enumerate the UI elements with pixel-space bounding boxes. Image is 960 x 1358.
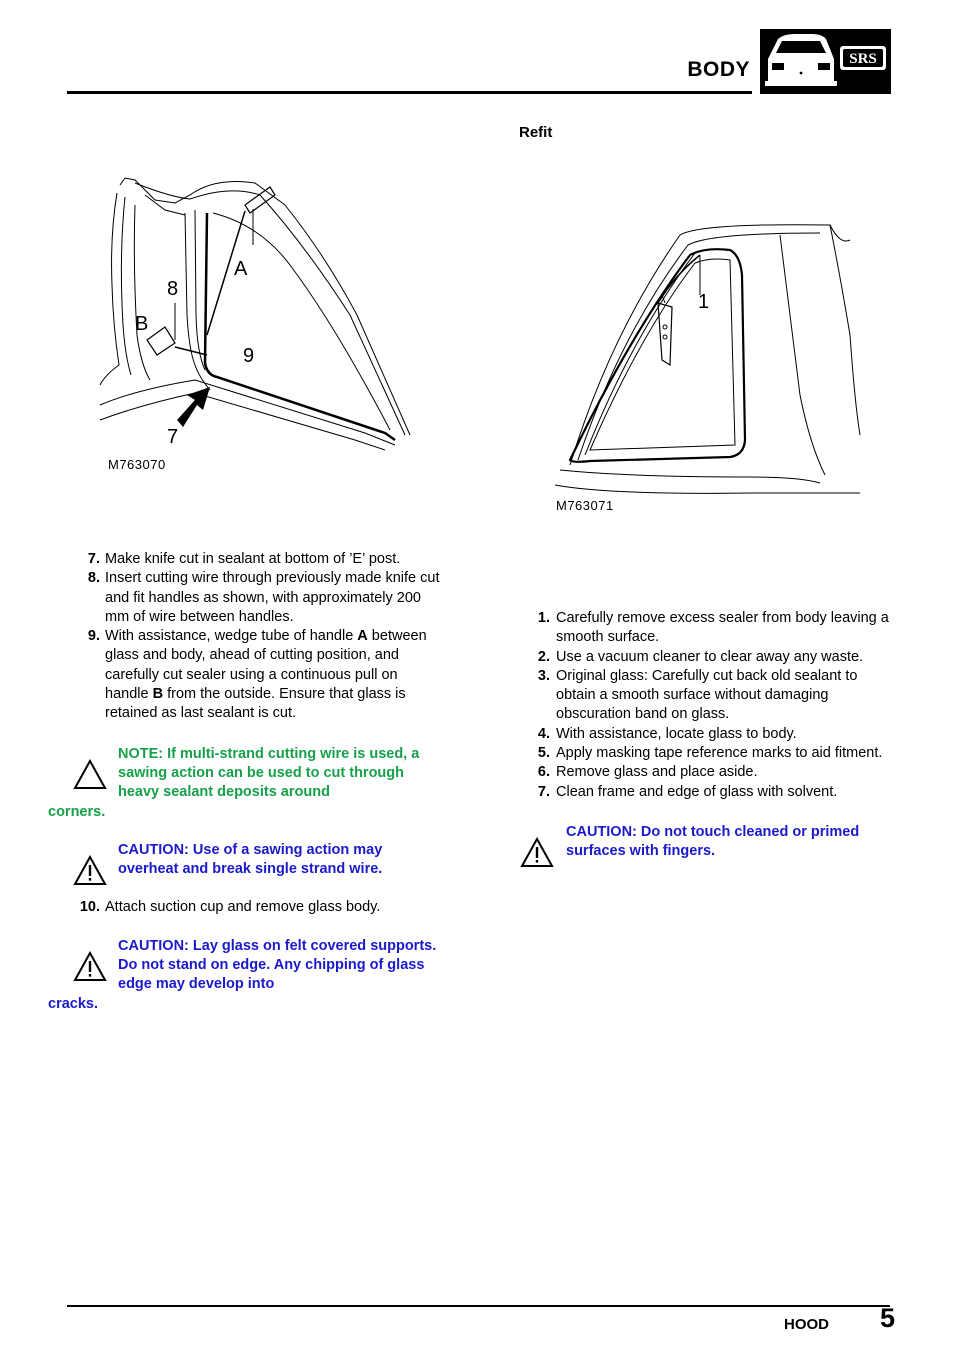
left-column xyxy=(48,550,440,1014)
callout-9: 9 xyxy=(243,345,255,367)
caution-felt-supports: CAUTION: Lay glass on felt covered supports. Do not stand on edge. Any chipping of glass edge may develop into cracks. xyxy=(48,937,437,1012)
right-column xyxy=(500,609,898,862)
step-10: 10. Attach suction cup and remove glass body. xyxy=(79,899,381,916)
car-front-icon xyxy=(760,29,891,94)
figure-right xyxy=(550,215,865,515)
step-7: 7. Make knife cut in sealant at bottom of ’E’ post. xyxy=(87,551,401,567)
glass-refit-illustration xyxy=(550,215,865,515)
callout-a: A xyxy=(234,258,248,280)
section-heading-refit: Refit xyxy=(519,124,553,141)
caution-warning-icon xyxy=(73,951,107,982)
srs-car-logo xyxy=(760,29,891,94)
caution-warning-icon xyxy=(73,855,107,886)
figure-left xyxy=(95,165,425,475)
caution-sawing-action: CAUTION: Use of a sawing action may overheat and break single strand wire. xyxy=(48,841,440,880)
refit-step-6: 6. Remove glass and place aside. xyxy=(537,764,758,781)
caution-cleaned-surfaces: CAUTION: Do not touch cleaned or primed surfaces with fingers. xyxy=(500,823,898,862)
callout-7: 7 xyxy=(167,426,179,448)
glass-removal-illustration xyxy=(95,165,425,475)
srs-logo-text: SRS xyxy=(849,51,877,67)
header-rule xyxy=(67,91,752,94)
refit-step-4: 4. With assistance, locate glass to body. xyxy=(537,725,797,742)
section-title: BODY xyxy=(687,58,750,81)
refit-step-2: 2. Use a vacuum cleaner to clear away any waste. xyxy=(537,648,864,665)
caution-warning-icon xyxy=(520,837,554,868)
note-triangle-icon xyxy=(73,759,107,790)
refit-step-7: 7. Clean frame and edge of glass with solvent. xyxy=(537,783,838,800)
refit-step-5: 5. Apply masking tape reference marks to aid fitment. xyxy=(537,745,883,762)
footer-rule xyxy=(67,1305,890,1307)
step-8: 8. Insert cutting wire through previously made knife cut and fit handles as shown, with approximately 200 mm of wire between handles. xyxy=(87,570,440,625)
callout-8: 8 xyxy=(167,278,179,300)
note-multi-strand: NOTE: If multi-strand cutting wire is used, a sawing action can be used to cut through heavy sealant deposits around corners. xyxy=(48,745,420,820)
figure-code-right: M763071 xyxy=(556,498,614,513)
step-9: 9. With assistance, wedge tube of handle A between glass and body, ahead of cutting position, and carefully cut sealer using a continuous pull on handle B from the outside. Ensure that glass is retained as last sealant is cut. xyxy=(87,628,427,722)
figure-code-left: M763070 xyxy=(108,457,166,472)
page-number: 5 xyxy=(880,1303,896,1333)
callout-b: B xyxy=(135,313,149,335)
footer-section-label: HOOD xyxy=(784,1316,829,1333)
callout-1: 1 xyxy=(698,291,710,313)
refit-step-1: 1. Carefully remove excess sealer from body leaving a smooth surface. xyxy=(537,610,889,646)
refit-step-3: 3. Original glass: Carefully cut back old sealant to obtain a smooth surface without damaging obscuration band on glass. xyxy=(537,667,858,723)
